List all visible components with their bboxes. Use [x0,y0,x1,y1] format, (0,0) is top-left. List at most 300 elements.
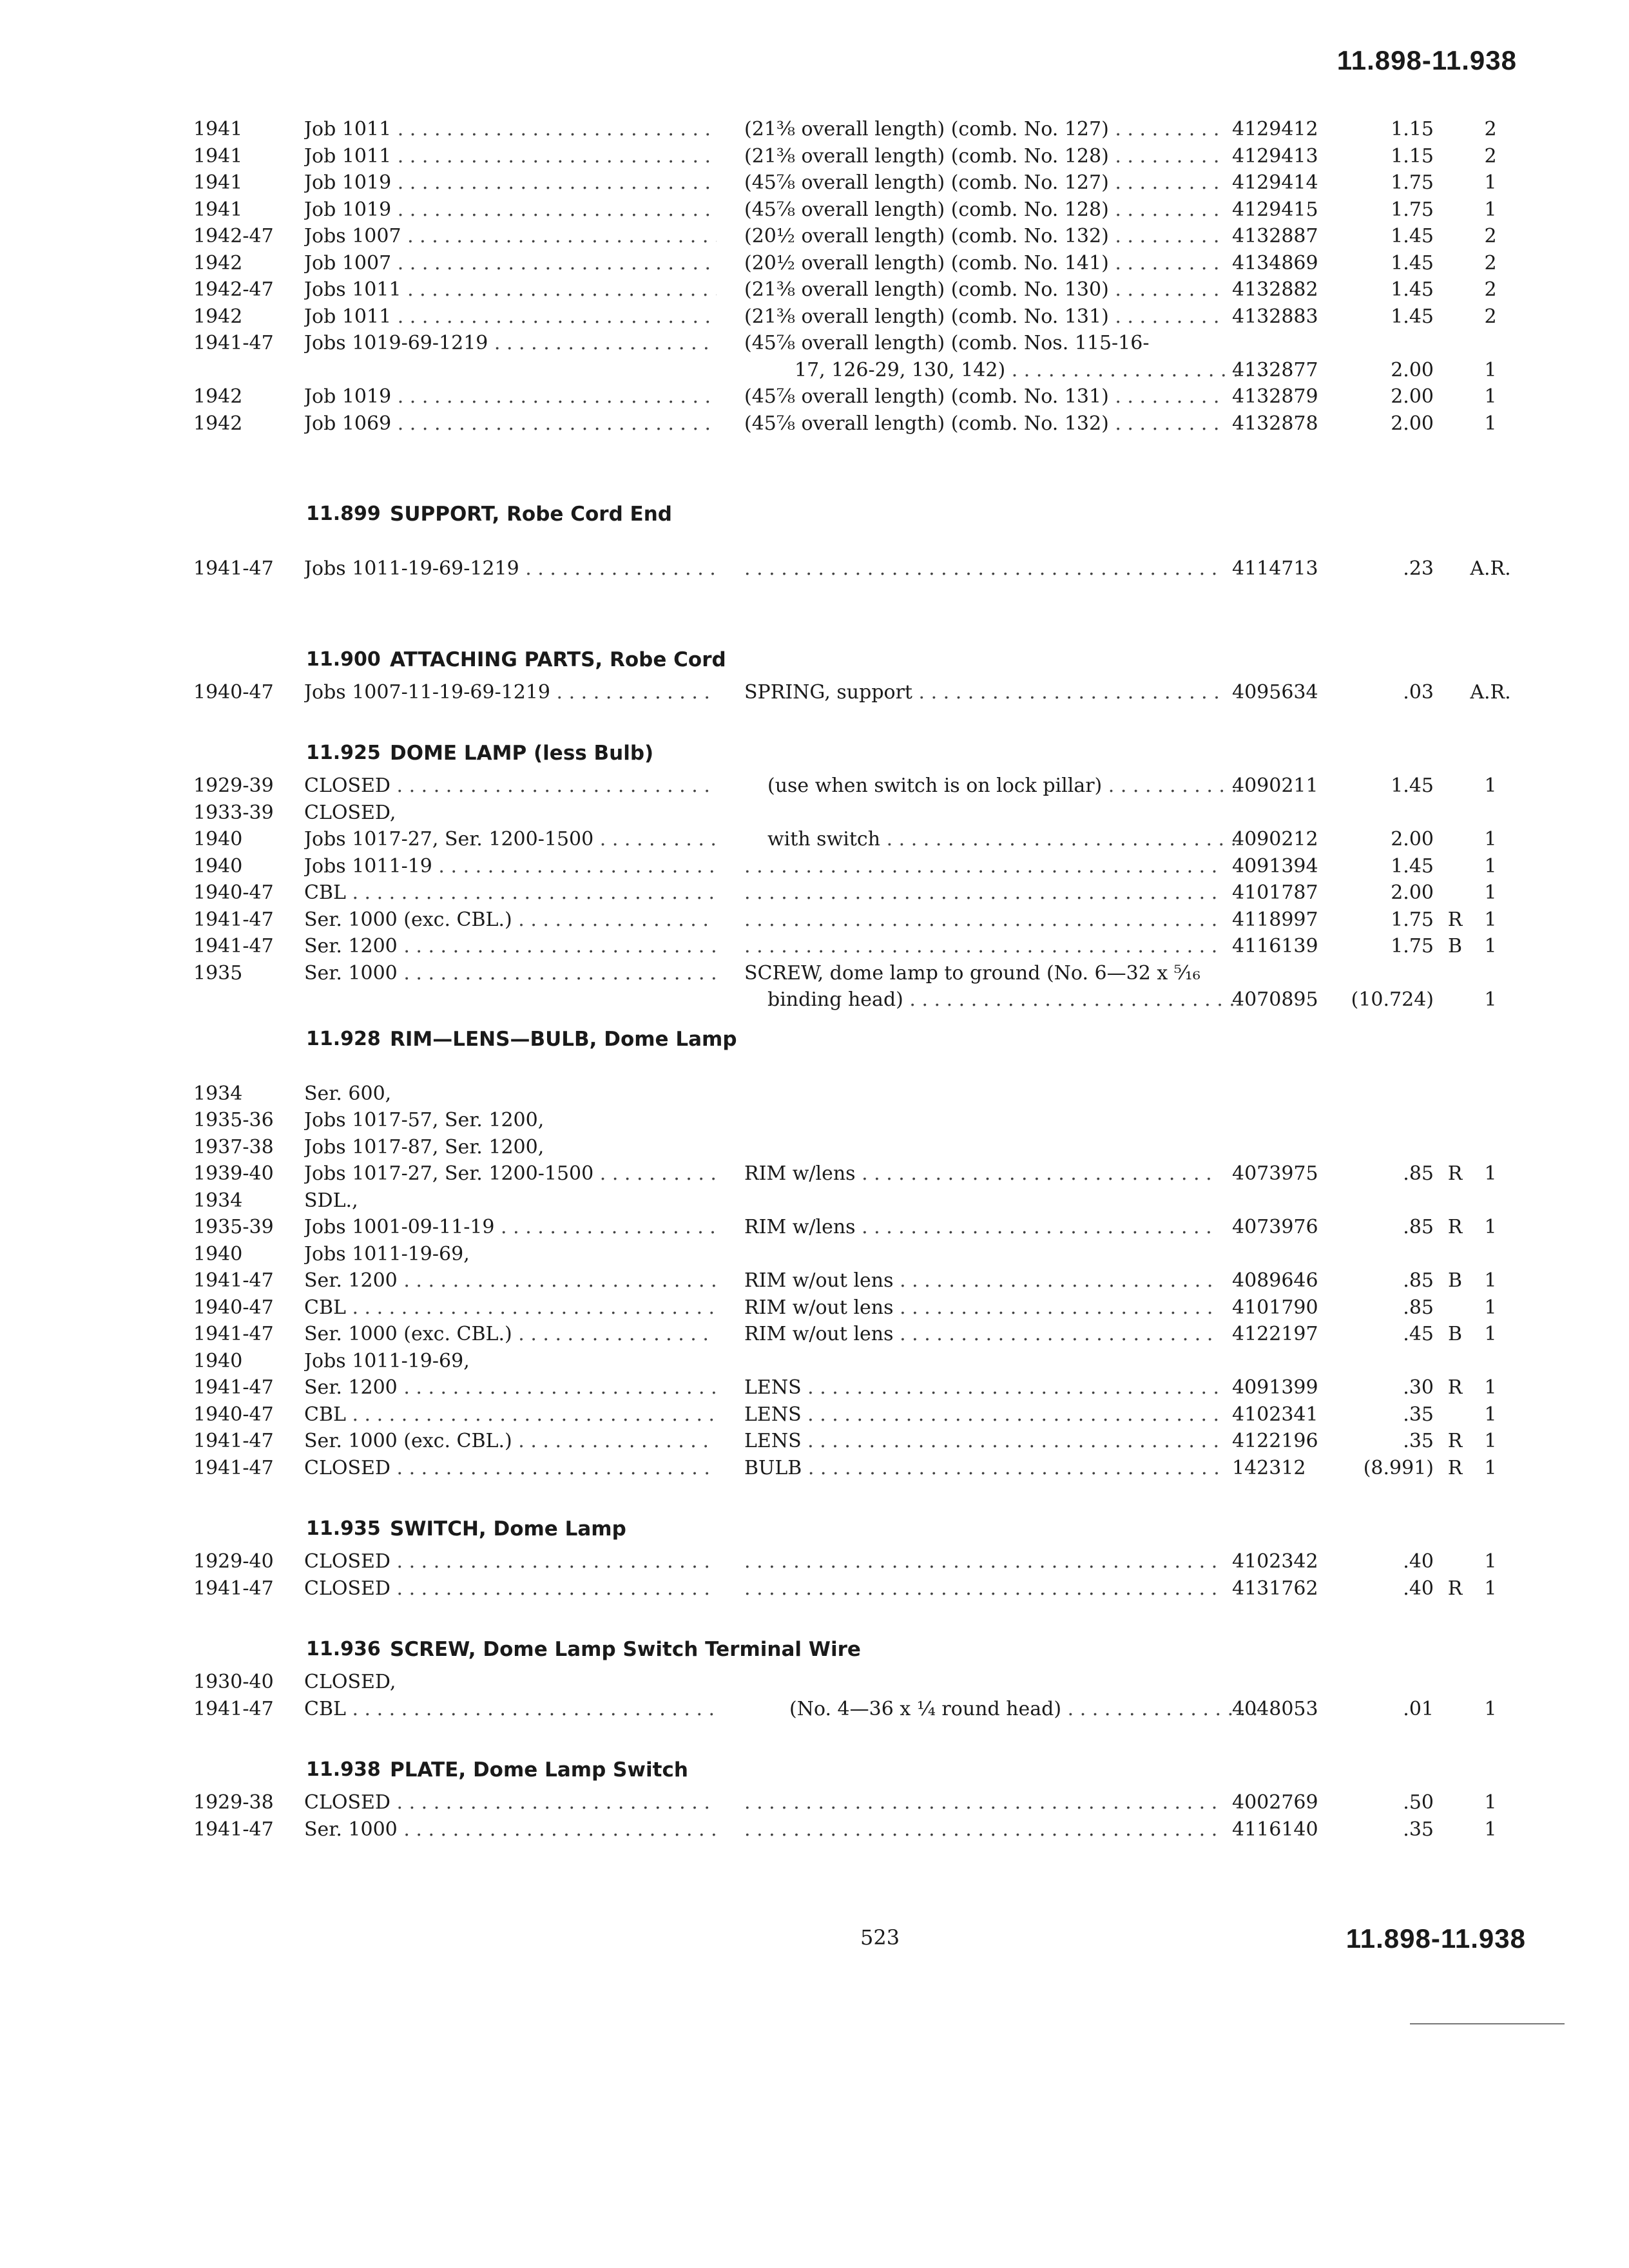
quantity: 1 [1484,1269,1497,1292]
quantity: 1 [1484,988,1497,1011]
model-years: 1940-47 [193,1296,274,1319]
quantity: 2 [1484,278,1497,301]
quantity: 1 [1484,1403,1497,1426]
part-row [0,169,1629,197]
part-description: RIM w/out lens . . . [744,1321,1218,1348]
section-title: ATTACHING PARTS, Robe Cord [390,648,726,671]
list-price: (10.724) [1351,988,1434,1011]
part-number: 4073975 [1232,1162,1318,1185]
model-years: 1940 [193,1242,243,1265]
quantity: 1 [1484,198,1497,221]
spacer [0,582,1629,634]
part-number: 4102341 [1232,1403,1318,1426]
part-row [0,1081,1629,1108]
part-description: (No. 4—36 x ¼ round head) . . . [744,1696,1263,1723]
part-number: 4002769 [1232,1791,1318,1814]
section-number: 11.900 [306,648,381,671]
model-application: CLOSED . . . [304,1575,717,1602]
part-number: 4090212 [1232,828,1318,850]
spacer [0,533,1629,555]
model-application: CLOSED . . . [304,773,717,800]
model-years: 1934 [193,1082,243,1105]
part-row [0,907,1629,934]
quantity: 1 [1484,854,1497,878]
list-price: 1.75 [1391,908,1434,931]
model-years: 1941-47 [193,557,274,580]
part-row [0,1548,1629,1575]
group-code: R [1447,1162,1463,1185]
part-row [0,853,1629,880]
part-description: LENS . . . [744,1401,1218,1428]
part-row [0,303,1629,331]
model-application: Jobs 1017-27, Ser. 1200-1500 . . . [304,826,717,853]
model-years: 1941-47 [193,935,274,957]
section-title: SCREW, Dome Lamp Switch Terminal Wire [390,1638,861,1661]
part-number: 4132882 [1232,278,1318,301]
model-years: 1942 [193,412,243,435]
part-row [0,1294,1629,1321]
model-years: 1935-39 [193,1216,274,1238]
list-price: 1.45 [1391,278,1434,301]
model-years: 1934 [193,1189,243,1212]
model-application: CBL . . . [304,879,717,907]
part-description [744,853,1218,880]
part-row [0,1428,1629,1455]
part-row [0,116,1629,143]
part-row [0,143,1629,170]
group-code: R [1447,1577,1463,1600]
quantity: 1 [1484,385,1497,408]
quantity: 1 [1484,412,1497,435]
model-years: 1929-38 [193,1791,274,1814]
model-application: Jobs 1011-19-69, [304,1242,470,1265]
section-heading [0,1624,1629,1669]
part-description: binding head) . . . [744,986,1241,1014]
part-description: (45⅞ overall length) (comb. No. 127) . . . [744,169,1218,197]
part-number: 4091399 [1232,1376,1318,1399]
list-price: 2.00 [1391,828,1434,850]
model-application: Jobs 1011-19 . . . [304,853,717,880]
part-number: 4132883 [1232,305,1318,328]
list-price: 1.45 [1391,225,1434,247]
model-years: 1940 [193,854,243,878]
quantity: 2 [1484,305,1497,328]
part-description: (21⅜ overall length) (comb. No. 127) . . . [744,116,1218,143]
quantity: 1 [1484,1323,1497,1345]
quantity: 1 [1484,774,1497,797]
model-application: Jobs 1001-09-11-19 . . . [304,1214,717,1241]
model-years: 1941 [193,171,243,194]
model-application: Ser. 1000 . . . [304,960,717,987]
model-application: Ser. 600, [304,1082,392,1105]
part-description: (21⅜ overall length) (comb. No. 128) . . . [744,143,1218,170]
model-years: 1941-47 [193,1577,274,1600]
part-description: (21⅜ overall length) (comb. No. 130) . . . [744,276,1218,303]
spacer [0,1481,1629,1503]
quantity: A.R. [1470,557,1511,580]
part-description [744,1575,1218,1602]
quantity: 1 [1484,1376,1497,1399]
group-code: R [1447,1430,1463,1452]
model-application: Jobs 1019-69-1219 . . . [304,330,717,357]
list-price: 1.45 [1391,305,1434,328]
model-application: Jobs 1017-87, Ser. 1200, [304,1135,545,1158]
part-row [0,1816,1629,1843]
model-application: Ser. 1000 (exc. CBL.) . . . [304,907,717,934]
list-price: .85 [1403,1216,1434,1238]
model-application: Ser. 1200 . . . [304,1267,717,1294]
part-description: with switch . . . [744,826,1241,853]
part-row [0,1160,1629,1187]
list-price: .35 [1403,1818,1434,1841]
list-price: .40 [1403,1577,1434,1600]
model-application: CLOSED, [304,1671,396,1693]
group-code: R [1447,1376,1463,1399]
quantity: 1 [1484,1162,1497,1185]
section-heading [0,1744,1629,1789]
model-years: 1940 [193,828,243,850]
part-number: 4095634 [1232,680,1318,704]
page-number: 523 [860,1925,900,1950]
section-number: 11.936 [306,1638,381,1660]
part-description: (45⅞ overall length) (comb. No. 132) . . . [744,410,1218,437]
part-number: 4101790 [1232,1296,1318,1319]
quantity: 1 [1484,935,1497,957]
part-row [0,826,1629,853]
section-heading [0,634,1629,679]
section-title: SWITCH, Dome Lamp [390,1517,626,1541]
part-number: 4090211 [1232,774,1318,797]
model-application: Job 1069 . . . [304,410,717,437]
model-years: 1939-40 [193,1162,274,1185]
model-application: Job 1011 . . . [304,303,717,331]
part-row [0,223,1629,250]
model-years: 1930-40 [193,1671,274,1693]
model-application: Ser. 1000 (exc. CBL.) . . . [304,1428,717,1455]
model-application: CLOSED, [304,801,396,824]
part-number: 4101787 [1232,881,1318,904]
part-description [744,933,1218,960]
part-description: (45⅞ overall length) (comb. Nos. 115-16- [744,332,1150,354]
part-number: 4118997 [1232,908,1318,931]
page-range-header: 11.898-11.938 [1336,45,1517,75]
part-number: 142312 [1232,1456,1306,1479]
part-row [0,960,1629,987]
part-number: 4070895 [1232,988,1318,1011]
part-number: 4102342 [1232,1550,1318,1573]
part-number: 4116140 [1232,1818,1318,1841]
list-price: .03 [1403,680,1434,704]
quantity: 2 [1484,225,1497,247]
part-row [0,1241,1629,1268]
part-row [0,1401,1629,1428]
part-description [744,1816,1218,1843]
list-price: 2.00 [1391,881,1434,904]
model-years: 1941-47 [193,908,274,931]
part-description: SPRING, support . . . [744,679,1218,706]
list-price: .50 [1403,1791,1434,1814]
model-years: 1941 [193,198,243,221]
model-application: Jobs 1007-11-19-69-1219 . . . [304,679,717,706]
list-price: .85 [1403,1296,1434,1319]
model-years: 1941-47 [193,1269,274,1292]
spacer [0,1722,1629,1744]
quantity: 1 [1484,881,1497,904]
list-price: .23 [1403,557,1434,580]
section-heading [0,1014,1629,1059]
model-application: CBL . . . [304,1401,717,1428]
list-price: 1.45 [1391,251,1434,274]
part-row [0,357,1629,384]
part-row [0,1455,1629,1482]
part-row [0,1348,1629,1375]
quantity: 1 [1484,1818,1497,1841]
model-application: Job 1011 . . . [304,143,717,170]
model-years: 1942-47 [193,278,274,301]
model-application: Job 1019 . . . [304,383,717,410]
part-description: (use when switch is on lock pillar) . . . [744,773,1241,800]
list-price: .01 [1403,1697,1434,1720]
model-application: Jobs 1017-57, Ser. 1200, [304,1109,545,1131]
part-description: LENS . . . [744,1428,1218,1455]
list-price: .45 [1403,1323,1434,1345]
quantity: 2 [1484,144,1497,168]
part-description: SCREW, dome lamp to ground (No. 6—32 x ⁵⁄₁₆ [744,961,1200,985]
list-price: 1.45 [1391,774,1434,797]
quantity: 1 [1484,358,1497,381]
model-application: Job 1011 . . . [304,116,717,143]
part-description: RIM w/lens . . . [744,1160,1218,1187]
quantity: 1 [1484,1456,1497,1479]
model-application: Jobs 1007 . . . [304,223,717,250]
spacer [0,1059,1629,1081]
quantity: 1 [1484,171,1497,194]
list-price: .35 [1403,1403,1434,1426]
part-number: 4134869 [1232,251,1318,274]
model-years: 1941-47 [193,1323,274,1345]
section-number: 11.925 [306,742,381,764]
model-years: 1941-47 [193,1697,274,1720]
model-years: 1933-39 [193,801,274,824]
part-description: (20½ overall length) (comb. No. 132) . . . [744,223,1218,250]
section-title: RIM—LENS—BULB, Dome Lamp [390,1027,737,1051]
model-years: 1942 [193,385,243,408]
part-description [744,555,1218,582]
part-number: 4132879 [1232,385,1318,408]
part-number: 4129414 [1232,171,1318,194]
part-row [0,1321,1629,1348]
model-years: 1940 [193,1349,243,1372]
part-row [0,800,1629,827]
model-application: Ser. 1000 (exc. CBL.) . . . [304,1321,717,1348]
part-number: 4129413 [1232,144,1318,168]
part-row [0,1134,1629,1161]
parts-list [0,116,1629,1843]
quantity: 1 [1484,1697,1497,1720]
part-row [0,250,1629,277]
section-heading [0,727,1629,773]
model-application: Ser. 1200 . . . [304,933,717,960]
model-years: 1941-47 [193,332,274,354]
part-description: (45⅞ overall length) (comb. No. 131) . . . [744,383,1218,410]
list-price: 2.00 [1391,412,1434,435]
part-number: 4116139 [1232,935,1318,957]
part-description: (21⅜ overall length) (comb. No. 131) . . . [744,303,1218,331]
part-row [0,410,1629,437]
model-application: Jobs 1011-19-69-1219 . . . [304,555,717,582]
part-description: RIM w/out lens . . . [744,1294,1218,1321]
part-row [0,197,1629,224]
part-row [0,276,1629,303]
part-row [0,1267,1629,1294]
part-number: 4131762 [1232,1577,1318,1600]
part-number: 4132877 [1232,358,1318,381]
quantity: 1 [1484,1216,1497,1238]
model-application: CLOSED . . . [304,1455,717,1482]
model-years: 1935-36 [193,1109,274,1131]
footer-rule [1410,2023,1565,2024]
part-number: 4114713 [1232,557,1318,580]
model-years: 1941 [193,118,243,140]
model-years: 1942 [193,305,243,328]
model-years: 1942-47 [193,225,274,247]
part-number: 4122197 [1232,1323,1318,1345]
list-price: 2.00 [1391,358,1434,381]
section-number: 11.928 [306,1027,381,1050]
part-row [0,1669,1629,1696]
list-price: 1.75 [1391,171,1434,194]
quantity: 1 [1484,828,1497,850]
part-description [744,1789,1218,1816]
part-row [0,555,1629,582]
model-application: CBL . . . [304,1294,717,1321]
spacer [0,437,1629,488]
part-number: 4048053 [1232,1697,1318,1720]
part-description: (20½ overall length) (comb. No. 141) . . . [744,250,1218,277]
section-title: PLATE, Dome Lamp Switch [390,1758,688,1782]
model-years: 1929-39 [193,774,274,797]
spacer [0,706,1629,727]
part-description: BULB . . . [744,1455,1218,1482]
model-years: 1929-40 [193,1550,274,1573]
page-range-footer: 11.898-11.938 [1345,1923,1526,1954]
part-description [744,879,1218,907]
list-price: (8.991) [1363,1456,1434,1479]
model-years: 1940-47 [193,680,274,704]
part-row [0,383,1629,410]
quantity: 1 [1484,908,1497,931]
section-title: SUPPORT, Robe Cord End [390,503,672,526]
quantity: A.R. [1470,680,1511,704]
section-heading [0,1503,1629,1548]
section-title: DOME LAMP (less Bulb) [390,742,654,765]
part-row [0,933,1629,960]
model-years: 1942 [193,251,243,274]
model-application: Ser. 1200 . . . [304,1374,717,1401]
part-description: LENS . . . [744,1374,1218,1401]
part-description: 17, 126-29, 130, 142) . . . [744,357,1268,384]
part-row [0,679,1629,706]
part-description [744,907,1218,934]
part-number: 4122196 [1232,1430,1318,1452]
list-price: .30 [1403,1376,1434,1399]
group-code: R [1447,908,1463,931]
part-number: 4132878 [1232,412,1318,435]
group-code: R [1447,1216,1463,1238]
model-years: 1941 [193,144,243,168]
part-row [0,1575,1629,1602]
list-price: 1.75 [1391,198,1434,221]
list-price: 2.00 [1391,385,1434,408]
part-row [0,1696,1629,1723]
quantity: 1 [1484,1550,1497,1573]
spacer [0,1602,1629,1624]
part-row [0,330,1629,357]
model-years: 1937-38 [193,1135,274,1158]
quantity: 1 [1484,1791,1497,1814]
part-row [0,879,1629,907]
list-price: 1.15 [1391,118,1434,140]
quantity: 2 [1484,251,1497,274]
group-code: B [1447,1269,1463,1292]
list-price: 1.15 [1391,144,1434,168]
section-number: 11.935 [306,1517,381,1540]
part-number: 4132887 [1232,225,1318,247]
model-application: Job 1019 . . . [304,197,717,224]
part-row [0,1214,1629,1241]
model-application: CLOSED . . . [304,1548,717,1575]
model-years: 1941-47 [193,1430,274,1452]
model-application: Jobs 1017-27, Ser. 1200-1500 . . . [304,1160,717,1187]
part-number: 4091394 [1232,854,1318,878]
part-row [0,1107,1629,1134]
list-price: 1.75 [1391,935,1434,957]
section-number: 11.899 [306,503,381,525]
model-years: 1941-47 [193,1818,274,1841]
part-number: 4129412 [1232,118,1318,140]
list-price: .35 [1403,1430,1434,1452]
part-row [0,1187,1629,1215]
section-number: 11.938 [306,1758,381,1781]
list-price: 1.45 [1391,854,1434,878]
quantity: 1 [1484,1296,1497,1319]
model-application: Jobs 1011-19-69, [304,1349,470,1372]
model-application: Jobs 1011 . . . [304,276,717,303]
part-row [0,1789,1629,1816]
part-description: RIM w/out lens . . . [744,1267,1218,1294]
group-code: B [1447,1323,1463,1345]
group-code: R [1447,1456,1463,1479]
section-heading [0,488,1629,533]
list-price: .40 [1403,1550,1434,1573]
model-application: CBL . . . [304,1696,717,1723]
part-row [0,986,1629,1014]
model-years: 1941-47 [193,1376,274,1399]
quantity: 1 [1484,1430,1497,1452]
model-application: CLOSED . . . [304,1789,717,1816]
model-application: Job 1019 . . . [304,169,717,197]
part-description [744,1548,1218,1575]
model-application: Job 1007 . . . [304,250,717,277]
part-row [0,773,1629,800]
group-code: B [1447,935,1463,957]
list-price: .85 [1403,1269,1434,1292]
part-row [0,1374,1629,1401]
model-years: 1940-47 [193,1403,274,1426]
model-application: Ser. 1000 . . . [304,1816,717,1843]
part-number: 4129415 [1232,198,1318,221]
quantity: 2 [1484,118,1497,140]
